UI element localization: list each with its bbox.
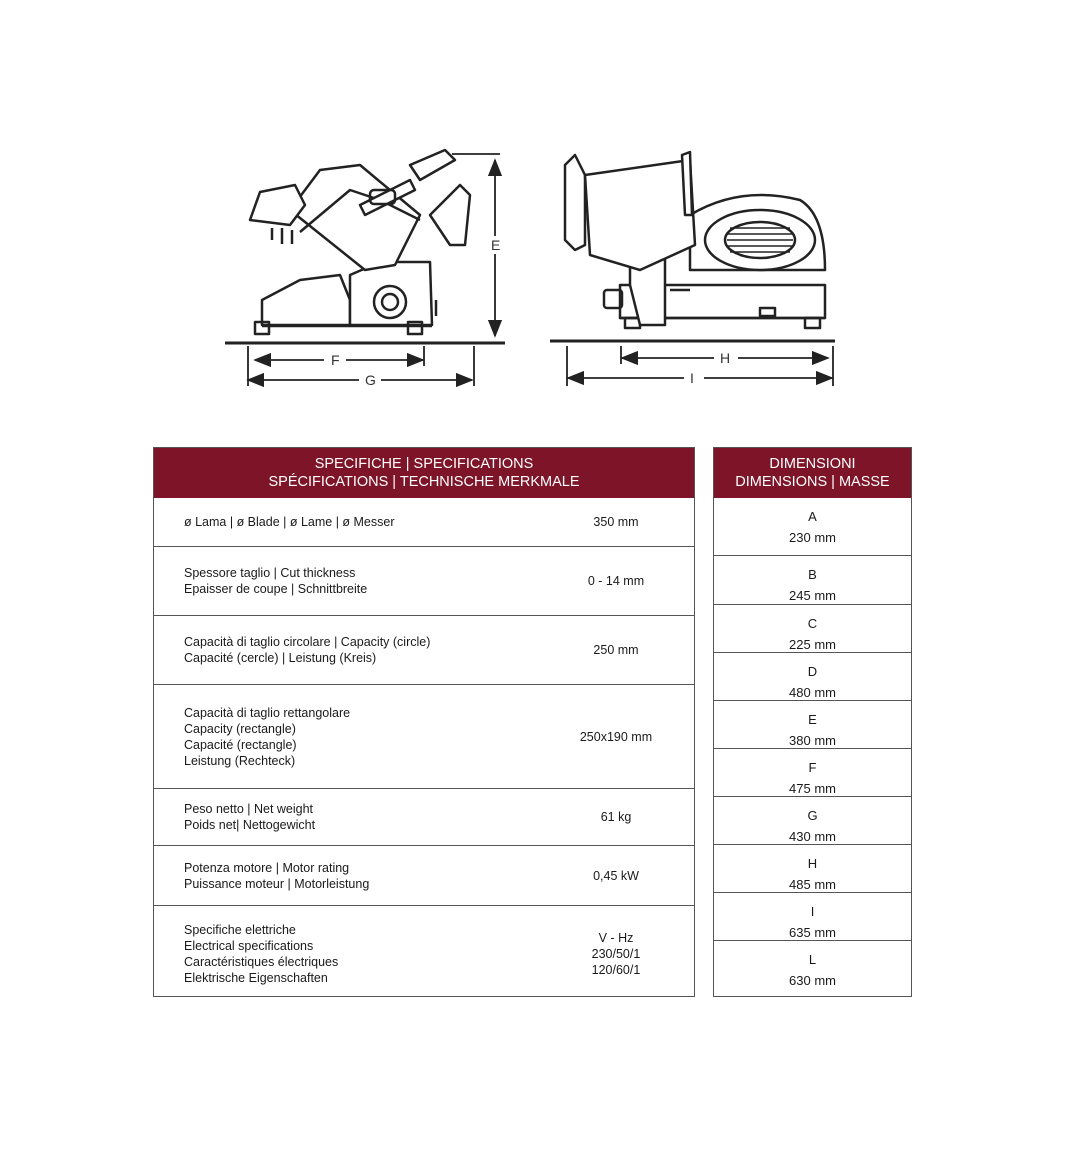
dimension-value: 485 mm [789,877,836,892]
spec-label-line: Capacity (rectangle) [184,721,296,736]
dimension-label-g: G [365,372,376,388]
spec-row [154,546,694,615]
dimension-row [714,700,911,748]
spec-value [546,930,686,978]
slicer-technical-drawing [0,0,1065,420]
dimension-label-h: H [720,350,731,366]
spec-value [546,868,686,884]
spec-row [154,905,694,1002]
spec-label [184,634,430,666]
dimensions-rows [714,498,911,996]
dimension-value: 230 mm [789,530,836,545]
dimension-row [714,796,911,844]
spec-row [154,684,694,788]
dimension-row [714,892,911,940]
dimension-letter: A [808,509,817,524]
spec-value-line: V - Hz [598,931,634,945]
spec-label-line: Capacità di taglio circolare | Capacity (circle) [184,635,431,649]
dimension-letter: E [808,712,817,727]
dimension-row [714,498,911,555]
dimension-value: 630 mm [789,973,836,988]
dimension-letter: I [810,904,815,919]
spec-value-line: 350 mm [593,515,639,529]
spec-label [184,705,350,769]
dimension-row [714,555,911,604]
spec-label-line: Spessore taglio | Cut thickness [184,566,356,580]
dimension-label-i: I [690,370,694,386]
spec-label-line: Leistung (Rechteck) [184,753,296,768]
spec-label-line: Caractéristiques électriques [184,955,339,969]
spec-label-line: Peso netto | Net weight [184,802,314,816]
dimension-value: 475 mm [789,781,836,796]
dimension-value: 225 mm [789,637,836,652]
dimension-letter: G [807,808,818,823]
dimension-value: 245 mm [789,588,836,603]
dimensions-header-line2: DIMENSIONS | MASSE [735,474,890,490]
spec-value-line: 230/50/1 [591,947,641,961]
spec-value [546,514,686,530]
specifications-header-line1: SPECIFICHE | SPECIFICATIONS [314,456,534,472]
dimension-label-f: F [331,352,340,368]
dimension-row [714,940,911,996]
spec-row [154,788,694,845]
dimension-row [714,748,911,796]
dimension-letter: C [807,616,818,631]
spec-value-line: 61 kg [600,810,632,824]
dimension-letter: D [807,664,818,679]
dimension-letter: L [808,952,817,967]
spec-label-line: ø Lama | ø Blade | ø Lame | ø Messer [184,515,395,529]
spec-label-line: Capacità di taglio rettangolare [184,705,351,720]
specifications-table-header [154,448,694,498]
spec-label-line: Potenza motore | Motor rating [184,860,350,875]
side-view-drawing [225,150,505,343]
spec-label-line: Poids net| Nettogewicht [184,818,316,832]
dimension-row [714,604,911,652]
dimension-row [714,652,911,700]
spec-value [546,642,686,658]
dimensions-table-header [714,448,911,498]
spec-value-line: 0 - 14 mm [587,574,645,588]
spec-label-line: Capacité (cercle) | Leistung (Kreis) [184,651,377,665]
spec-label-line: Specifiche elettriche [184,923,296,937]
spec-value-line: 250x190 mm [579,729,653,744]
spec-row [154,845,694,905]
spec-value-line: 0,45 kW [593,868,639,883]
spec-label-line: Electrical specifications [184,939,314,953]
dimension-letter: B [808,567,817,582]
spec-label [184,801,315,833]
spec-label [184,922,338,986]
specifications-header-line2: SPÉCIFICATIONS | TECHNISCHE MERKMALE [268,474,580,490]
dimension-value: 635 mm [789,925,836,940]
spec-label-line: Capacité (rectangle) [184,737,297,752]
dimension-value: 380 mm [789,733,836,748]
front-view-drawing [550,152,835,341]
spec-value [546,729,686,745]
spec-row [154,498,694,546]
spec-value-line: 250 mm [593,643,639,657]
dimensions-header-line1: DIMENSIONI [769,456,856,472]
spec-value [546,573,686,589]
dimension-row [714,844,911,892]
spec-value-line: 120/60/1 [591,963,641,977]
dimension-letter: H [807,856,818,871]
spec-label-line: Epaisser de coupe | Schnittbreite [184,582,368,596]
spec-label [184,565,367,597]
spec-value [546,809,686,825]
dimension-value: 480 mm [789,685,836,700]
spec-label-line: Elektrische Eigenschaften [184,971,328,985]
dimension-letter: F [808,760,817,775]
dimension-label-e: E [491,237,501,253]
spec-row [154,615,694,684]
specifications-rows [154,498,694,1002]
dimension-value: 430 mm [789,829,836,844]
spec-label [184,514,395,530]
spec-label [184,860,369,892]
spec-label-line: Puissance moteur | Motorleistung [184,876,370,891]
specifications-table [153,447,695,997]
dimensions-table [713,447,912,997]
